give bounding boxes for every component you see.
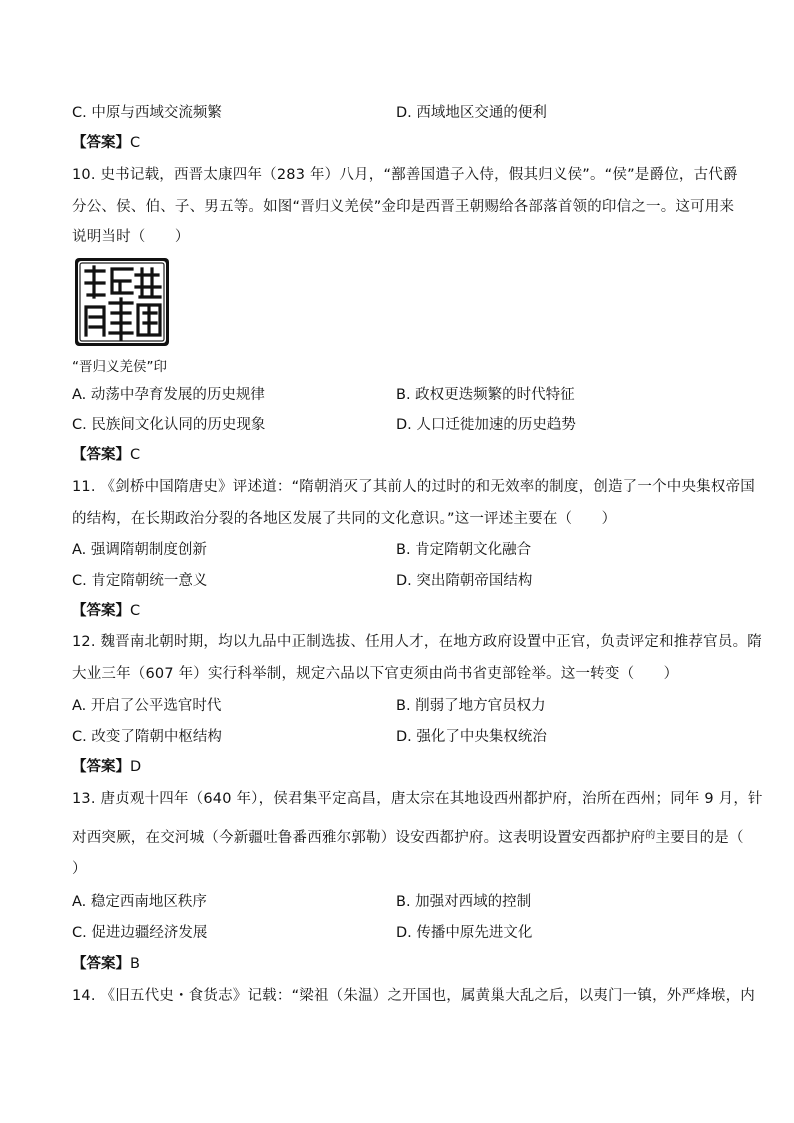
q12-stem-line1: 12. 魏晋南北朝时期，均以九品中正制选拔、任用人才，在地方政府设置中正官，负责评定和推荐官员。隋 xyxy=(72,634,762,650)
q13-stem-line1: 13. 唐贞观十四年（640 年），侯君集平定高昌，唐太宗在其地设西州都护府，治所在西州；同年 9 月，针 xyxy=(72,791,763,807)
answer-value: D xyxy=(130,759,142,775)
q13-stem-line2 xyxy=(72,827,744,847)
q13-stem-line2-part1: 对西突厥，在交河城（今新疆吐鲁番西雅尔郭勒）设安西都护府。这表明设置安西都护府 xyxy=(72,830,646,846)
q13-option-a: A. 稳定西南地区秩序 xyxy=(72,894,207,910)
q13-option-d: D. 传播中原先进文化 xyxy=(396,925,533,941)
q12-option-b: B. 削弱了地方官员权力 xyxy=(396,698,546,714)
answer-value: B xyxy=(130,956,140,972)
answer-value: C xyxy=(130,447,141,463)
q11-stem-line2: 的结构，在长期政治分裂的各地区发展了共同的文化意识。”这一评述主要在（ ） xyxy=(72,511,617,527)
q10-stem-line2: 分公、侯、伯、子、男五等。如图“晋归义羌侯”金印是西晋王朝赐给各部落首领的印信之一。这可用来 xyxy=(72,199,735,215)
answer-label: 【答案】 xyxy=(72,956,130,972)
q10-option-d: D. 人口迁徙加速的历史趋势 xyxy=(396,417,576,433)
q11-answer xyxy=(72,602,140,620)
answer-label: 【答案】 xyxy=(72,603,130,619)
q12-stem-line2: 大业三年（607 年）实行科举制，规定六品以下官吏须由尚书省吏部铨举。这一转变（ ） xyxy=(72,666,679,682)
q9-answer xyxy=(72,134,140,152)
q12-option-a: A. 开启了公平选官时代 xyxy=(72,698,222,714)
q11-option-c: C. 肯定隋朝统一意义 xyxy=(72,573,208,589)
q10-option-a: A. 动荡中孕育发展的历史规律 xyxy=(72,387,265,403)
q13-stem-line3: ） xyxy=(72,861,87,877)
q13-stem-line2-small: 的 xyxy=(645,830,656,841)
q13-option-b: B. 加强对西域的控制 xyxy=(396,894,532,910)
q11-stem-line1: 11. 《剑桥中国隋唐史》评述道：“隋朝消灭了其前人的过时的和无效率的制度，创造了一个中央集权帝国 xyxy=(72,479,755,495)
q12-option-c: C. 改变了隋朝中枢结构 xyxy=(72,729,222,745)
q13-answer xyxy=(72,955,140,973)
q10-answer xyxy=(72,446,140,464)
q12-option-d: D. 强化了中央集权统治 xyxy=(396,729,547,745)
answer-label: 【答案】 xyxy=(72,759,130,775)
seal-image xyxy=(74,257,170,347)
q10-stem-line3: 说明当时（ ） xyxy=(72,229,190,245)
seal-caption: “晋归义羌侯”印 xyxy=(72,359,167,375)
answer-value: C xyxy=(130,135,141,151)
q13-option-c: C. 促进边疆经济发展 xyxy=(72,925,208,941)
q11-option-d: D. 突出隋朝帝国结构 xyxy=(396,573,533,589)
q10-option-b: B. 政权更迭频繁的时代特征 xyxy=(396,387,575,403)
q11-option-a: A. 强调隋朝制度创新 xyxy=(72,542,207,558)
q14-stem-line1: 14. 《旧五代史・食货志》记载：“梁祖（朱温）之开国也，属黄巢大乱之后，以夷门一镇，外严烽堠，内 xyxy=(72,988,755,1004)
q12-answer xyxy=(72,758,141,776)
q11-option-b: B. 肯定隋朝文化融合 xyxy=(396,542,532,558)
q13-stem-line2-part2: 主要目的是（ xyxy=(655,830,744,846)
q9-option-c: C. 中原与西域交流频繁 xyxy=(72,105,222,121)
q9-option-d: D. 西域地区交通的便利 xyxy=(396,105,547,121)
q10-option-c: C. 民族间文化认同的历史现象 xyxy=(72,417,266,433)
answer-label: 【答案】 xyxy=(72,135,130,151)
q10-stem-line1: 10. 史书记载，西晋太康四年（283 年）八月，“鄯善国遣子入侍，假其归义侯”。“侯”是爵位，古代爵 xyxy=(72,167,738,183)
answer-label: 【答案】 xyxy=(72,447,130,463)
answer-value: C xyxy=(130,603,141,619)
